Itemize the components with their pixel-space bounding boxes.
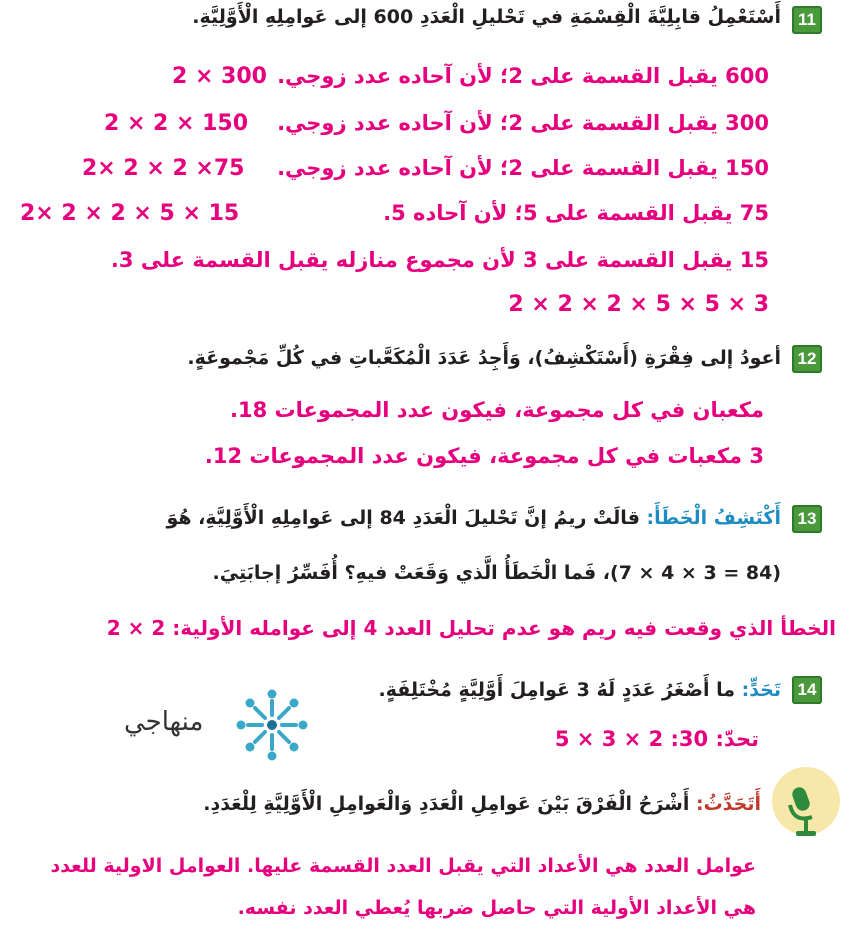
question-12-text: أعودُ إلى فِقْرَةِ (أَسْتَكْشِفُ)، وَأَجِدُ عَدَدَ الْمُكَعَّباتِ في كُلِّ مَجْموعَةٍ. <box>187 347 781 369</box>
question-number-12: 12 <box>792 345 822 373</box>
step-4-expression: 2× 2 × 2 × 5 × 15 <box>20 201 240 226</box>
question-number-13: 13 <box>792 505 822 533</box>
final-factorization: 2 × 2 × 2 × 5 × 5 × 3 <box>508 292 769 317</box>
question-12-answer-2: 3 مكعبات في كل مجموعة، فيكون عدد المجموعات 12. <box>204 444 764 468</box>
minhaji-logo-icon <box>232 685 312 765</box>
talk-answer-line-2: هي الأعداد الأولية التي حاصل ضربها يُعطي العدد نفسه. <box>237 897 756 919</box>
question-13-line-1 <box>166 507 781 529</box>
talk-answer-line-1: عوامل العدد هي الأعداد التي يقبل العدد القسمة عليها. العوامل الاولية للعدد <box>50 855 756 877</box>
question-number-11: 11 <box>792 6 822 34</box>
question-13-line-2: (84 = 3 × 4 × 7)، فَما الْخَطَأُ الَّذي وَقَعَتْ فيهِ؟ أُفَسِّرُ إجابَتِيَ. <box>212 562 781 584</box>
question-12-answer-1: مكعبان في كل مجموعة، فيكون عدد المجموعات 18. <box>230 398 764 422</box>
question-13-answer: الخطأ الذي وقعت فيه ريم هو عدم تحليل العدد 4 إلى عوامله الأولية: 2 × 2 <box>106 616 836 640</box>
question-13-label: أَكْتَشِفُ الْخَطَأَ: <box>646 507 781 529</box>
step-4-reason: 75 يقبل القسمة على 5؛ لأن آحاده 5. <box>383 201 769 225</box>
talk-label: أَتَحَدَّثُ: <box>695 793 761 815</box>
step-2-expression: 2 × 2 × 150 <box>104 111 249 136</box>
talk-line <box>203 793 761 815</box>
question-14-answer: تحدّ: 30: 2 × 3 × 5 <box>554 727 759 751</box>
step-1-reason: 600 يقبل القسمة على 2؛ لأن آحاده عدد زوجي. <box>277 64 769 88</box>
question-number-14: 14 <box>792 676 822 704</box>
question-14-line <box>379 679 782 701</box>
question-13-text: قالَتْ ريمُ إنَّ تَحْليلَ الْعَدَدِ 84 إلى عَوامِلِهِ الْأَوَّلِيَّةِ، هُوَ <box>166 507 640 529</box>
question-14-text: ما أَصْغَرُ عَدَدٍ لَهُ 3 عَوامِلَ أَوَّلِيَّةٍ مُخْتَلِفَةٍ. <box>378 679 735 701</box>
step-3-reason: 150 يقبل القسمة على 2؛ لأن آحاده عدد زوجي. <box>277 156 769 180</box>
microphone-icon <box>760 765 842 847</box>
minhaji-logo-text: منهاجي <box>124 707 204 737</box>
step-1-expression: 2 × 300 <box>172 64 267 89</box>
step-3-expression: 2× 2 × 2 ×75 <box>82 156 245 181</box>
step-5-reason: 15 يقبل القسمة على 3 لأن مجموع منازله يقبل القسمة على 3. <box>110 248 769 272</box>
talk-text: أَشْرَحُ الْفَرْقَ بَيْنَ عَوامِلِ الْعَدَدِ وَالْعَوامِلِ الْأَوَّلِيَّةِ لِلْعَدَدِ. <box>203 793 690 815</box>
question-14-label: تَحَدٍّ: <box>741 679 781 701</box>
question-11-text: أَسْتَعْمِلُ قابِلِيَّةَ الْقِسْمَةِ في تَحْليلِ الْعَدَدِ 600 إلى عَوامِلِهِ الْأَوَّلِيَّةِ. <box>192 6 781 28</box>
step-2-reason: 300 يقبل القسمة على 2؛ لأن آحاده عدد زوجي. <box>277 111 769 135</box>
